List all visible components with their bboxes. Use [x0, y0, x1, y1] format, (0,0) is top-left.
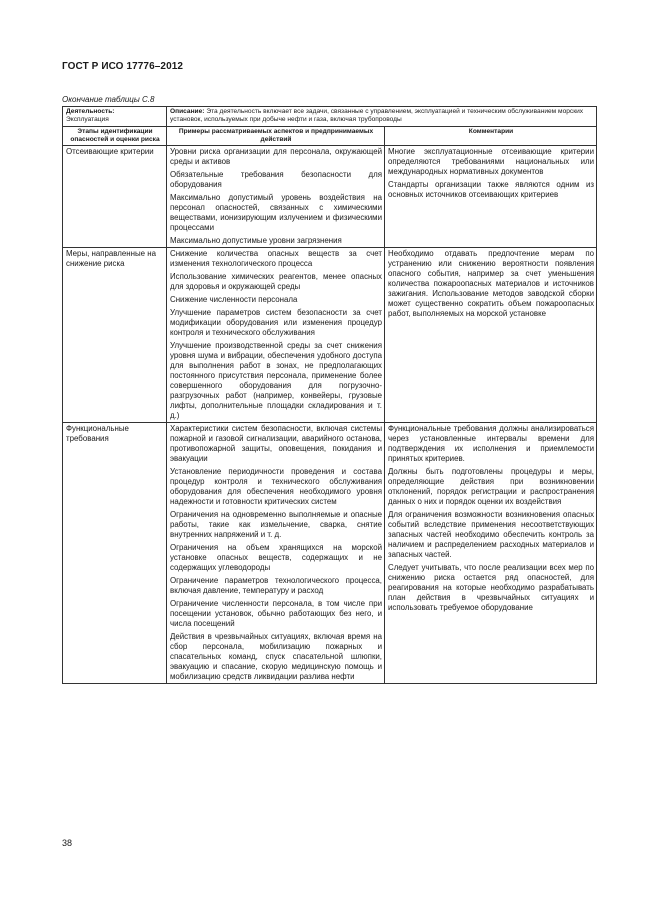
comment-paragraph: Должны быть подготовлены процедуры и меры, определяющие действия при возникновении отклонений, порядок регистрации и распространения данных о них и порядок оценки их воздействия: [388, 467, 595, 507]
column-header-row: [63, 126, 597, 146]
comment-paragraph: Функциональные требования должны анализироваться через установленные интервалы времени для подтверждения их исполнения и приемлемости принятых критериев.: [388, 424, 595, 464]
comment-paragraph: Необходимо отдавать предпочтение мерам по устранению или снижению вероятности появления опасного события, например за счет уменьшения количества пожароопасных материалов и источников зажигания. Использование методов заводской сборки может существенно сократить объем пожароопасных работ, выполняемых на морской установке: [388, 249, 595, 319]
stage-cell: Отсеивающие критерии: [63, 146, 167, 248]
description-text: Эта деятельность включает все задачи, связанные с управлением, эксплуатацией и техническим обслуживанием морских установок, используемых при добыче нефти и газа, включая трубопроводы: [170, 108, 584, 124]
example-paragraph: Использование химических реагентов, менее опасных для здоровья и окружающей среды: [170, 272, 382, 292]
example-paragraph: Установление периодичности проведения и состава процедур контроля и технического обслуживания оборудования для обеспечения необходимого уровня надежности и готовности критических систем: [170, 467, 382, 507]
example-paragraph: Уровни риска организации для персонала, окружающей среды и активов: [170, 147, 382, 167]
comment-paragraph: Для ограничения возможности возникновения опасных событий вследствие применения несоответствующих запасных частей необходимо обеспечить контроль за наличием и распределением расходных материалов и запасных частей.: [388, 510, 595, 560]
description-cell: [167, 107, 597, 127]
example-paragraph: Ограничения на одновременно выполняемые и опасные работы, такие как измельчение, сварка, снятие внутренних напряжений и т. д.: [170, 510, 382, 540]
example-paragraph: Действия в чрезвычайных ситуациях, включая время на сбор персонала, мобилизацию пожарных и спасательных команд, спуск спасательной шлюпки, эвакуацию и спасание, скорую медицинскую помощь и мобилизацию средств ликвидации разлива нефти: [170, 632, 382, 682]
column-header-stage: Этапы идентификации опасностей и оценки риска: [63, 126, 167, 146]
example-paragraph: Улучшение производственной среды за счет снижения уровня шума и вибрации, обеспечения удобного доступа для выполнения работ в зонах, не предполагающих постоянного присутствия персонала, применение более совершенного оборудования для погрузочно-разгрузочных работ (например, конвейеры, грузовые лифты, дополнительные площадки складирования и т. д.): [170, 341, 382, 421]
examples-cell: [167, 248, 385, 423]
example-paragraph: Характеристики систем безопасности, включая системы пожарной и газовой сигнализации, аварийного останова, противопожарной защиты, оповещения, покидания и эвакуации: [170, 424, 382, 464]
comments-cell: [385, 423, 597, 684]
page-number: 38: [62, 838, 73, 848]
comments-cell: [385, 248, 597, 423]
stage-cell: Меры, направленные на снижение риска: [63, 248, 167, 423]
example-paragraph: Ограничения на объем хранящихся на морской установке опасных веществ, содержащих и не содержащих углеводороды: [170, 543, 382, 573]
activity-label: Деятельность:: [66, 108, 115, 115]
activity-cell: [63, 107, 167, 127]
examples-cell: [167, 146, 385, 248]
comments-cell: [385, 146, 597, 248]
table-row: [63, 146, 597, 248]
example-paragraph: Снижение количества опасных веществ за счет изменения технологического процесса: [170, 249, 382, 269]
example-paragraph: Обязательные требования безопасности для оборудования: [170, 170, 382, 190]
table-row: [63, 248, 597, 423]
activity-row: [63, 107, 597, 127]
description-label: Описание:: [170, 108, 205, 115]
comment-paragraph: Стандарты организации также являются одним из основных источников отсеивающих критериев: [388, 180, 595, 200]
table-caption: Окончание таблицы С.8: [62, 95, 155, 104]
activity-value: Эксплуатация: [66, 116, 109, 124]
example-paragraph: Максимально допустимый уровень воздействия на персонал опасностей, связанных с химическими веществами, ионизирующим излучением и физическими процессами: [170, 193, 382, 233]
example-paragraph: Ограничение параметров технологического процесса, включая давление, температуру и расход: [170, 576, 382, 596]
column-header-examples: Примеры рассматриваемых аспектов и предпринимаемых действий: [167, 126, 385, 146]
comment-paragraph: Следует учитывать, что после реализации всех мер по снижению риска остается ряд опасностей, для реагирования на которые необходимо разрабатывать план действия в чрезвычайных ситуациях и использовать требуемое оборудование: [388, 563, 595, 613]
examples-cell: [167, 423, 385, 684]
comment-paragraph: Многие эксплуатационные отсеивающие критерии определяются требованиями национальных или международных нормативных документов: [388, 147, 595, 177]
example-paragraph: Снижение численности персонала: [170, 295, 298, 305]
document-header: ГОСТ Р ИСО 17776–2012: [62, 61, 184, 72]
stage-cell: Функциональные требования: [63, 423, 167, 684]
risk-table: [62, 106, 597, 684]
example-paragraph: Ограничение численности персонала, в том числе при посещении установок, обычно работающих без него, и числа посещений: [170, 599, 382, 629]
column-header-comments: Комментарии: [385, 126, 597, 146]
table-row: [63, 423, 597, 684]
example-paragraph: Улучшение параметров систем безопасности за счет модификации оборудования или изменения процедур контроля и технического обслуживания: [170, 308, 382, 338]
example-paragraph: Максимально допустимые уровни загрязнения: [170, 236, 342, 246]
